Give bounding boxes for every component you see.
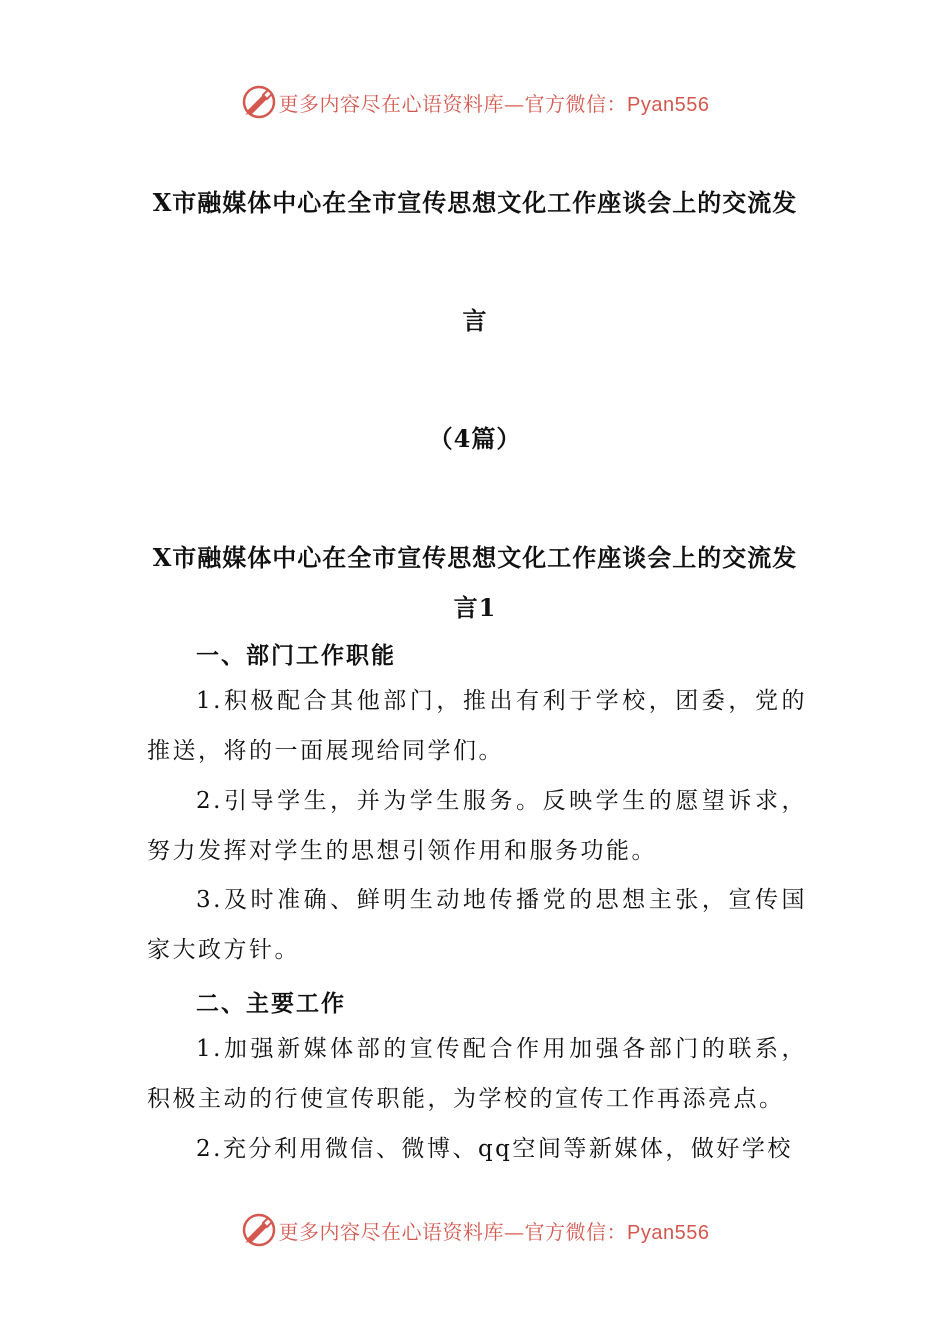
watermark-footer: [0, 1210, 950, 1250]
document-count: （4篇）: [428, 424, 522, 453]
section1-heading: 一、部门工作职能: [196, 642, 396, 669]
section1-item-3: 3.及时准确、鲜明生动地传播党的思想主张，宣传国家大政方针。: [147, 887, 807, 963]
section1-item-1: 1.积极配合其他部门，推出有利于学校，团委，党的推送，将的一面展现给同学们。: [147, 688, 807, 764]
document-title-line2: 言: [462, 306, 488, 335]
watermark-header: [0, 82, 950, 122]
subtitle-line1: X市融媒体中心在全市宣传思想文化工作座谈会上的交流发: [152, 543, 798, 572]
section1-item-2: 2.引导学生，并为学生服务。反映学生的愿望诉求，努力发挥对学生的思想引领作用和服务功能。: [147, 788, 807, 864]
watermark-text: 更多内容尽在心语资料库—官方微信：Pyan556: [278, 1219, 710, 1244]
section2-item-1: 1.加强新媒体部的宣传配合作用加强各部门的联系，积极主动的行使宣传职能，为学校的宣传工作再添亮点。: [147, 1036, 807, 1112]
section2-heading: 二、主要工作: [196, 990, 346, 1017]
document-title-line1: X市融媒体中心在全市宣传思想文化工作座谈会上的交流发: [152, 188, 798, 217]
watermark-wechat-id: Pyan556: [627, 93, 710, 116]
subtitle-line2: 言1: [453, 593, 497, 622]
section2-item-2: 2.充分利用微信、微博、qq空间等新媒体，做好学校: [196, 1136, 793, 1162]
pen-logo-icon: [241, 1212, 277, 1248]
watermark-text: 更多内容尽在心语资料库—官方微信：Pyan556: [278, 91, 710, 116]
watermark-wechat-id: Pyan556: [627, 1221, 710, 1244]
pen-logo-icon: [241, 84, 277, 120]
